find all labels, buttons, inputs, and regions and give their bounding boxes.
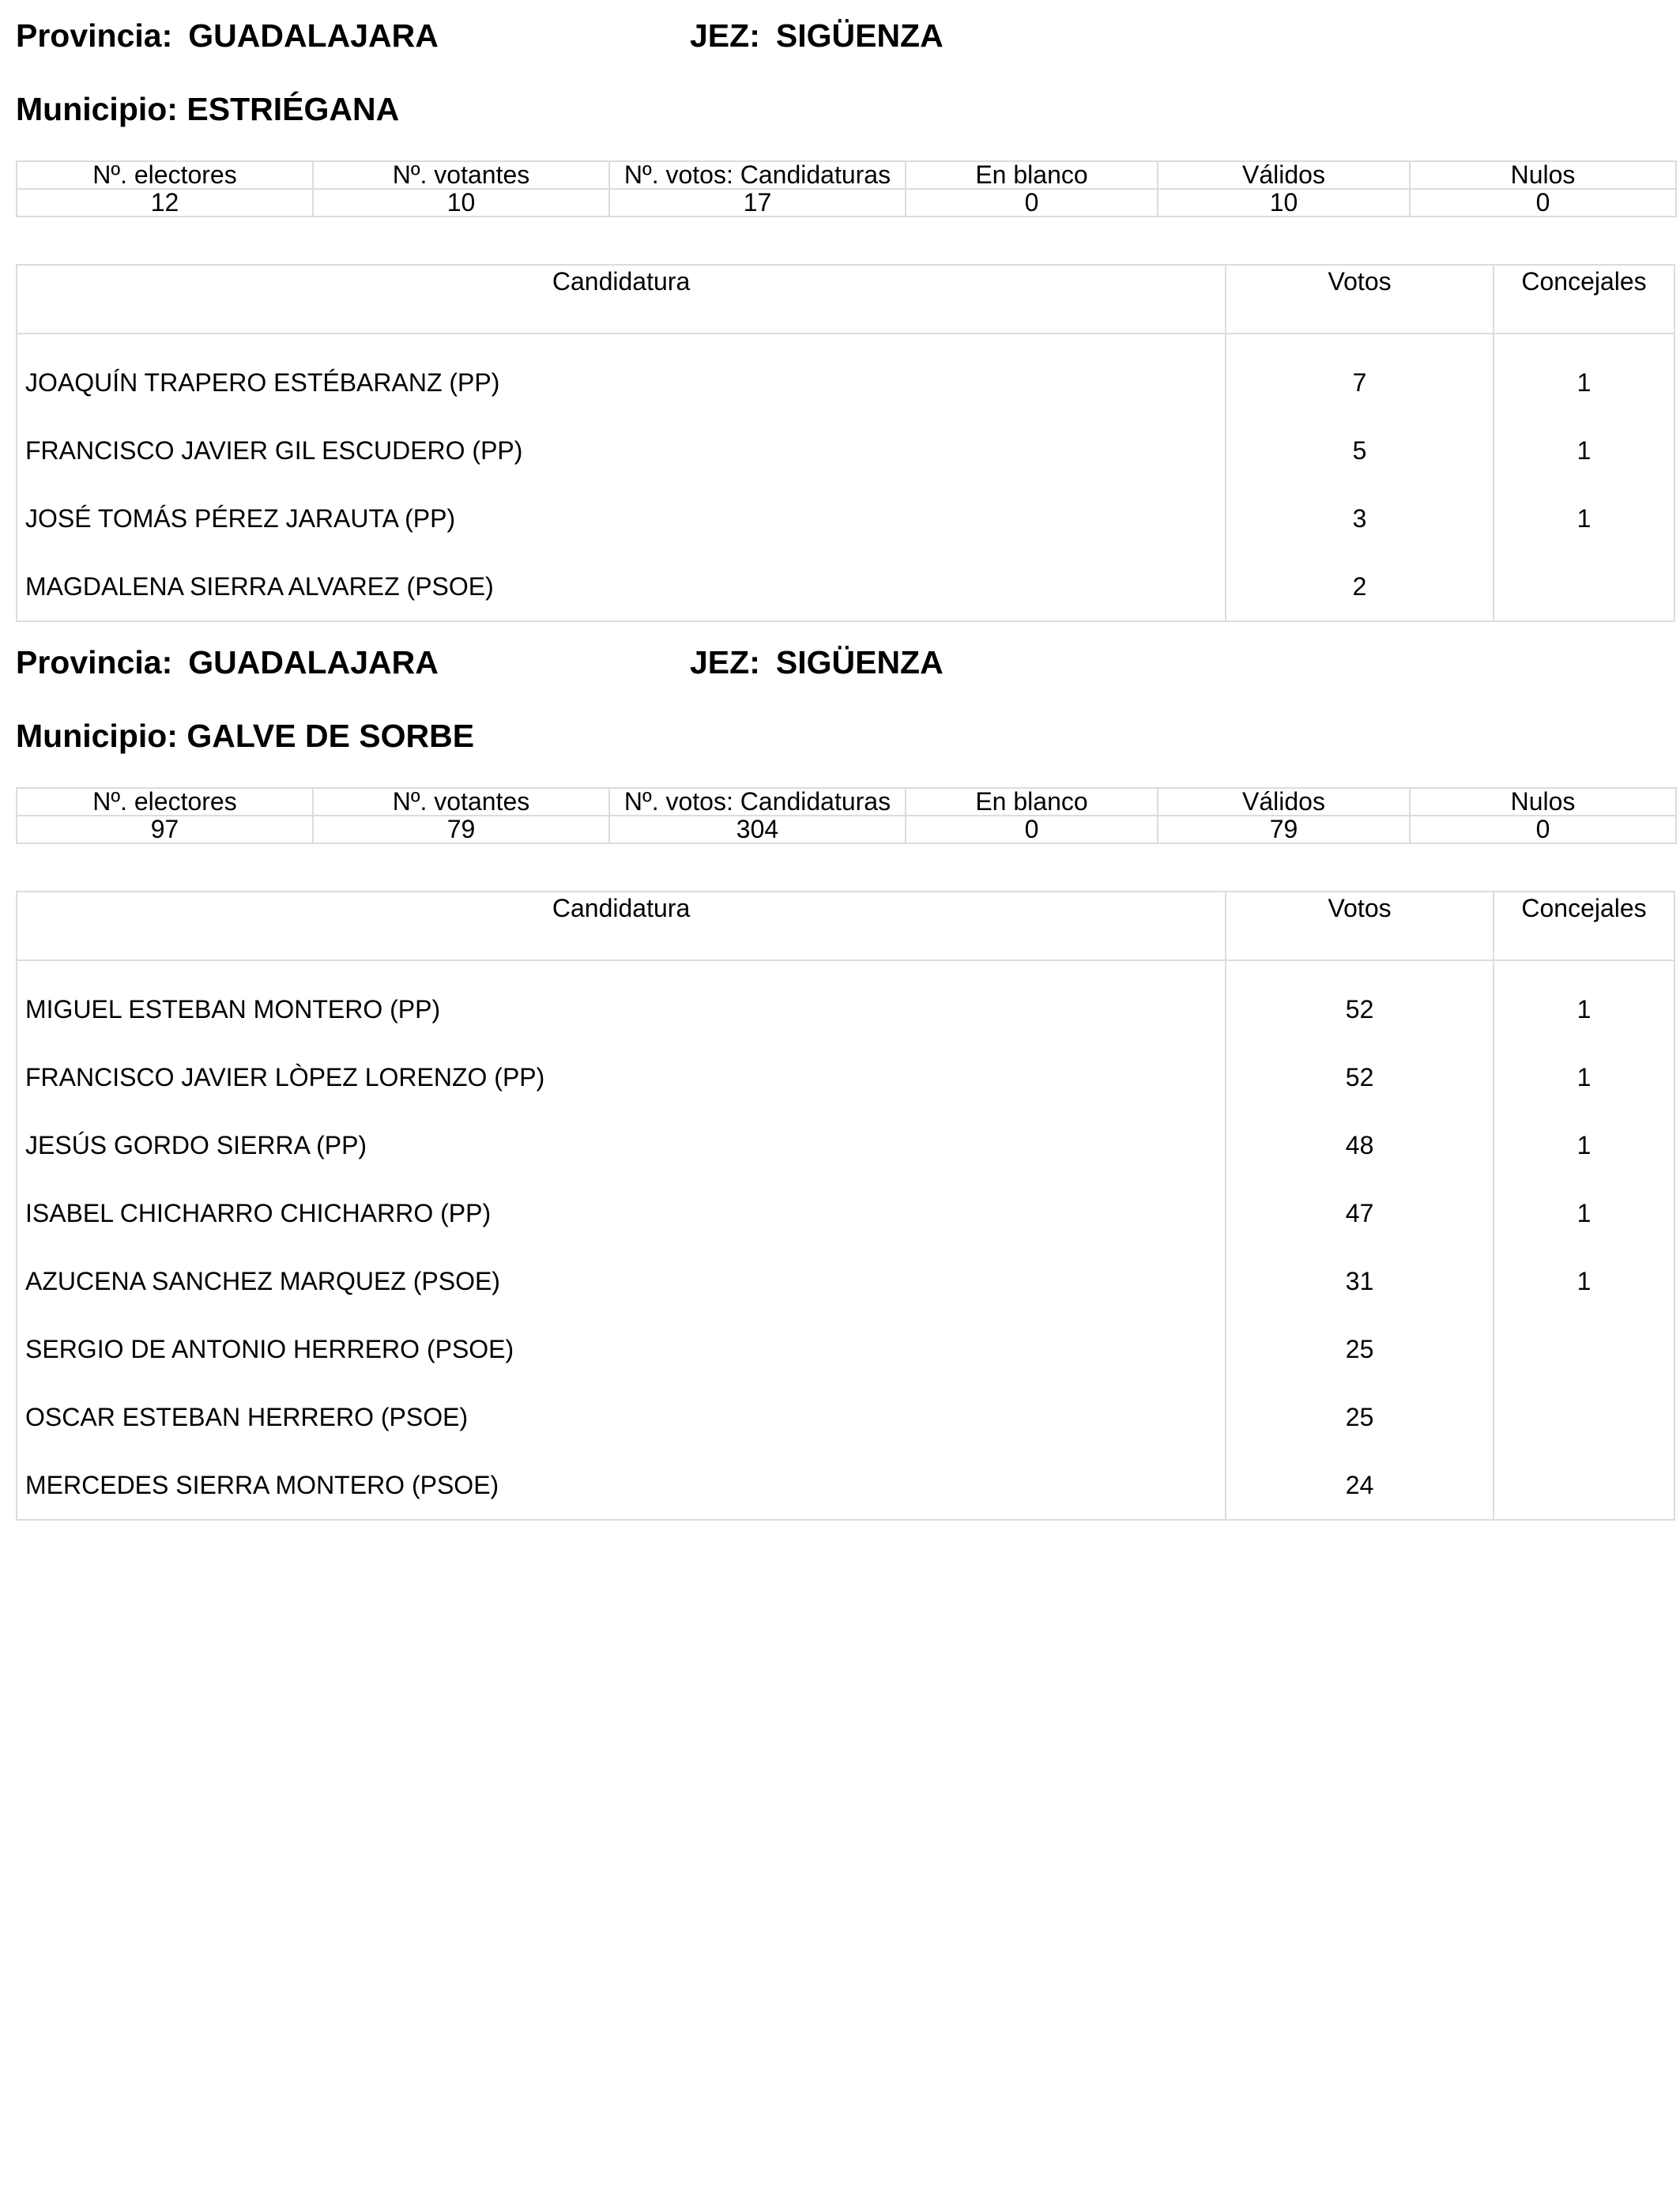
table-row [17, 1179, 1674, 1247]
header-votantes: Nº. votantes [313, 788, 609, 816]
candidate-name: FRANCISCO JAVIER LÒPEZ LORENZO (PP) [25, 1062, 545, 1091]
value-nulos: 0 [1410, 816, 1676, 843]
candidate-concejales: 1 [1494, 960, 1674, 1043]
candidate-votos: 7 [1226, 334, 1494, 417]
municipio-value: GALVE DE SORBE [186, 718, 475, 754]
municipio-line [16, 91, 399, 128]
candidate-concejales: 1 [1494, 1247, 1674, 1315]
provincia-value: GUADALAJARA [188, 644, 439, 680]
value-validos: 79 [1158, 816, 1410, 843]
candidate-concejales: 1 [1494, 1043, 1674, 1111]
table-row [17, 1247, 1674, 1315]
summary-value-row [17, 189, 1676, 217]
value-votantes: 10 [313, 189, 609, 217]
municipio-value: ESTRIÉGANA [186, 91, 400, 127]
header-votos-candidaturas: Nº. votos: Candidaturas [609, 161, 906, 189]
summary-header-row [17, 161, 1676, 189]
table-row [17, 334, 1674, 417]
municipio-section [16, 0, 1675, 601]
header-votos-candidaturas: Nº. votos: Candidaturas [609, 788, 906, 816]
table-row [17, 552, 1674, 621]
jez-label: JEZ: [690, 17, 760, 54]
provincia-value: GUADALAJARA [188, 17, 439, 54]
municipio-line [16, 718, 474, 755]
jez-value: SIGÜENZA [775, 17, 944, 54]
value-electores: 97 [17, 816, 313, 843]
candidate-concejales [1494, 1383, 1674, 1451]
header-electores: Nº. electores [17, 788, 313, 816]
header-electores: Nº. electores [17, 161, 313, 189]
candidate-name: JOSÉ TOMÁS PÉREZ JARAUTA (PP) [25, 503, 456, 533]
municipio-label: Municipio: [16, 718, 178, 754]
candidate-name: FRANCISCO JAVIER GIL ESCUDERO (PP) [25, 435, 523, 465]
summary-table [16, 160, 1677, 217]
candidate-concejales [1494, 552, 1674, 621]
value-validos: 10 [1158, 189, 1410, 217]
value-en-blanco: 0 [906, 189, 1158, 217]
section-header [16, 627, 1675, 754]
jez-value: SIGÜENZA [775, 644, 944, 680]
header-nulos: Nulos [1410, 788, 1676, 816]
table-row [17, 1451, 1674, 1520]
candidate-votos: 24 [1226, 1451, 1494, 1520]
candidates-header-row [17, 892, 1674, 960]
header-validos: Válidos [1158, 788, 1410, 816]
candidates-table [16, 891, 1675, 1521]
candidate-votos: 25 [1226, 1383, 1494, 1451]
summary-header-row [17, 788, 1676, 816]
header-validos: Válidos [1158, 161, 1410, 189]
candidate-name: MIGUEL ESTEBAN MONTERO (PP) [25, 994, 441, 1023]
table-row [17, 1043, 1674, 1111]
table-row [17, 1315, 1674, 1383]
candidate-votos: 52 [1226, 960, 1494, 1043]
candidate-concejales [1494, 1451, 1674, 1520]
header-concejales: Concejales [1494, 265, 1674, 334]
candidate-name: AZUCENA SANCHEZ MARQUEZ (PSOE) [25, 1266, 500, 1295]
candidate-name: MERCEDES SIERRA MONTERO (PSOE) [25, 1470, 499, 1499]
candidates-table [16, 264, 1675, 622]
candidate-name: ISABEL CHICHARRO CHICHARRO (PP) [25, 1198, 492, 1227]
header-en-blanco: En blanco [906, 161, 1158, 189]
candidates-header-row [17, 265, 1674, 334]
value-nulos: 0 [1410, 189, 1676, 217]
candidate-concejales: 1 [1494, 334, 1674, 417]
candidate-votos: 48 [1226, 1111, 1494, 1179]
value-votos-candidaturas: 17 [609, 189, 906, 217]
header-votantes: Nº. votantes [313, 161, 609, 189]
header-concejales: Concejales [1494, 892, 1674, 960]
section-header [16, 0, 1675, 127]
municipio-label: Municipio: [16, 91, 178, 127]
candidate-votos: 31 [1226, 1247, 1494, 1315]
header-votos: Votos [1226, 892, 1494, 960]
table-row [17, 1111, 1674, 1179]
candidate-votos: 5 [1226, 417, 1494, 484]
summary-table [16, 787, 1677, 844]
provincia-label: Provincia: [16, 17, 173, 54]
candidate-votos: 47 [1226, 1179, 1494, 1247]
value-votos-candidaturas: 304 [609, 816, 906, 843]
header-votos: Votos [1226, 265, 1494, 334]
header-nulos: Nulos [1410, 161, 1676, 189]
table-row [17, 484, 1674, 552]
jez-label: JEZ: [690, 644, 760, 680]
provincia-label: Provincia: [16, 644, 173, 680]
candidate-name: SERGIO DE ANTONIO HERRERO (PSOE) [25, 1334, 514, 1363]
candidate-concejales: 1 [1494, 1179, 1674, 1247]
value-votantes: 79 [313, 816, 609, 843]
value-electores: 12 [17, 189, 313, 217]
value-en-blanco: 0 [906, 816, 1158, 843]
provincia-line [16, 644, 439, 681]
provincia-line [16, 17, 439, 55]
table-row [17, 417, 1674, 484]
header-candidatura: Candidatura [17, 892, 1226, 960]
candidate-votos: 25 [1226, 1315, 1494, 1383]
summary-value-row [17, 816, 1676, 843]
table-row [17, 960, 1674, 1043]
candidate-votos: 52 [1226, 1043, 1494, 1111]
candidate-votos: 2 [1226, 552, 1494, 621]
candidate-name: MAGDALENA SIERRA ALVAREZ (PSOE) [25, 571, 494, 601]
municipio-section [16, 627, 1675, 1499]
jez-line [690, 644, 944, 681]
candidate-name: JESÚS GORDO SIERRA (PP) [25, 1130, 367, 1159]
candidate-votos: 3 [1226, 484, 1494, 552]
candidate-name: OSCAR ESTEBAN HERRERO (PSOE) [25, 1402, 469, 1431]
candidate-concejales: 1 [1494, 417, 1674, 484]
candidate-concejales: 1 [1494, 484, 1674, 552]
candidate-concejales [1494, 1315, 1674, 1383]
candidate-name: JOAQUÍN TRAPERO ESTÉBARANZ (PP) [25, 368, 500, 397]
candidate-concejales: 1 [1494, 1111, 1674, 1179]
table-row [17, 1383, 1674, 1451]
jez-line [690, 17, 944, 55]
header-en-blanco: En blanco [906, 788, 1158, 816]
header-candidatura: Candidatura [17, 265, 1226, 334]
